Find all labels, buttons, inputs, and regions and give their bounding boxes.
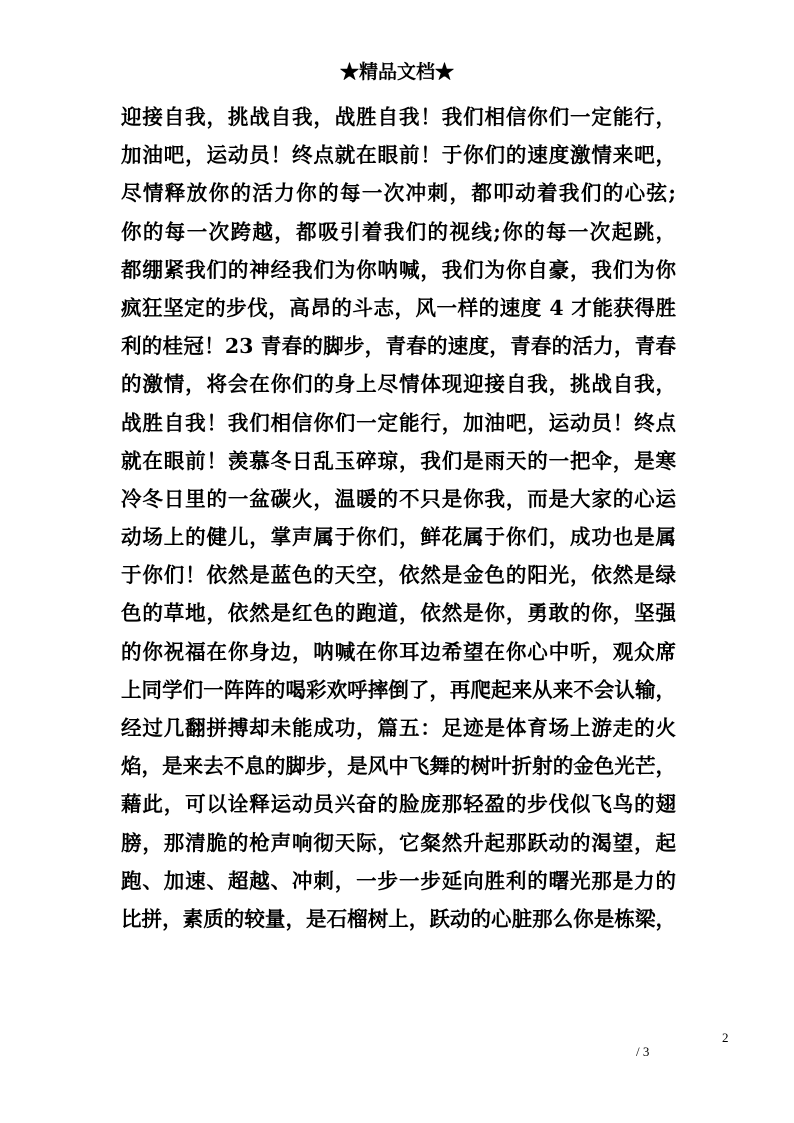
text-line: 战胜自我！我们相信你们一定能行，加油吧，运动员！终点 bbox=[121, 410, 676, 435]
text-line: 迎接自我，挑战自我，战胜自我！我们相信你们一定能行， bbox=[121, 105, 676, 129]
text-line: 疯狂坚定的步伐，高昂的斗志，风一样的速度 4 才能获得胜 bbox=[121, 295, 676, 320]
text-line: 动场上的健儿，掌声属于你们，鲜花属于你们，成功也是属 bbox=[121, 525, 676, 550]
text-line: 藉此，可以诠释运动员兴奋的脸庞那轻盈的步伐似飞鸟的翅 bbox=[121, 792, 676, 817]
text-line: 色的草地，依然是红色的跑道，依然是你，勇敢的你，坚强 bbox=[121, 601, 676, 626]
text-line: 你的每一次跨越，都吸引着我们的视线;你的每一次起跳， bbox=[121, 219, 676, 244]
text-line: 比拼，素质的较量，是石榴树上，跃动的心脏那么你是栋梁， bbox=[121, 906, 676, 931]
text-line: 利的桂冠！23 青春的脚步，青春的速度，青春的活力，青春 bbox=[121, 334, 676, 359]
text-line: 焰，是来去不息的脚步，是风中飞舞的树叶折射的金色光芒， bbox=[121, 754, 676, 779]
text-line: 膀，那清脆的枪声响彻天际，它粲然升起那跃动的渴望，起 bbox=[121, 830, 676, 855]
text-line: 冷冬日里的一盆碳火，温暖的不只是你我，而是大家的心运 bbox=[121, 486, 676, 511]
text-line: 加油吧，运动员！终点就在眼前！于你们的速度激情来吧， bbox=[121, 143, 676, 168]
body-text bbox=[121, 98, 676, 938]
text-line: 就在眼前！羡慕冬日乱玉碎琼，我们是雨天的一把伞，是寒 bbox=[121, 448, 676, 473]
page-number: 2 bbox=[722, 1030, 729, 1045]
text-line: 的你祝福在你身边，呐喊在你耳边希望在你心中听，观众席 bbox=[121, 639, 676, 664]
text-line: 都绷紧我们的神经我们为你呐喊，我们为你自豪，我们为你 bbox=[121, 257, 676, 282]
text-line: 跑、加速、超越、冲刺，一步一步延向胜利的曙光那是力的 bbox=[121, 868, 676, 893]
text-line: 经过几翻拼搏却未能成功，篇五：足迹是体育场上游走的火 bbox=[121, 716, 676, 740]
text-line: 于你们！依然是蓝色的天空，依然是金色的阳光，依然是绿 bbox=[121, 563, 676, 588]
page-count: / 3 bbox=[636, 1044, 650, 1059]
text-line: 的激情，将会在你们的身上尽情体现迎接自我，挑战自我， bbox=[121, 372, 676, 397]
text-line: 尽情释放你的活力你的每一次冲刺，都叩动着我们的心弦; bbox=[121, 181, 676, 206]
document-header-title: ★精品文档★ bbox=[339, 61, 454, 83]
text-line: 上同学们一阵阵的喝彩欢呼摔倒了，再爬起来从来不会认输， bbox=[121, 677, 676, 702]
